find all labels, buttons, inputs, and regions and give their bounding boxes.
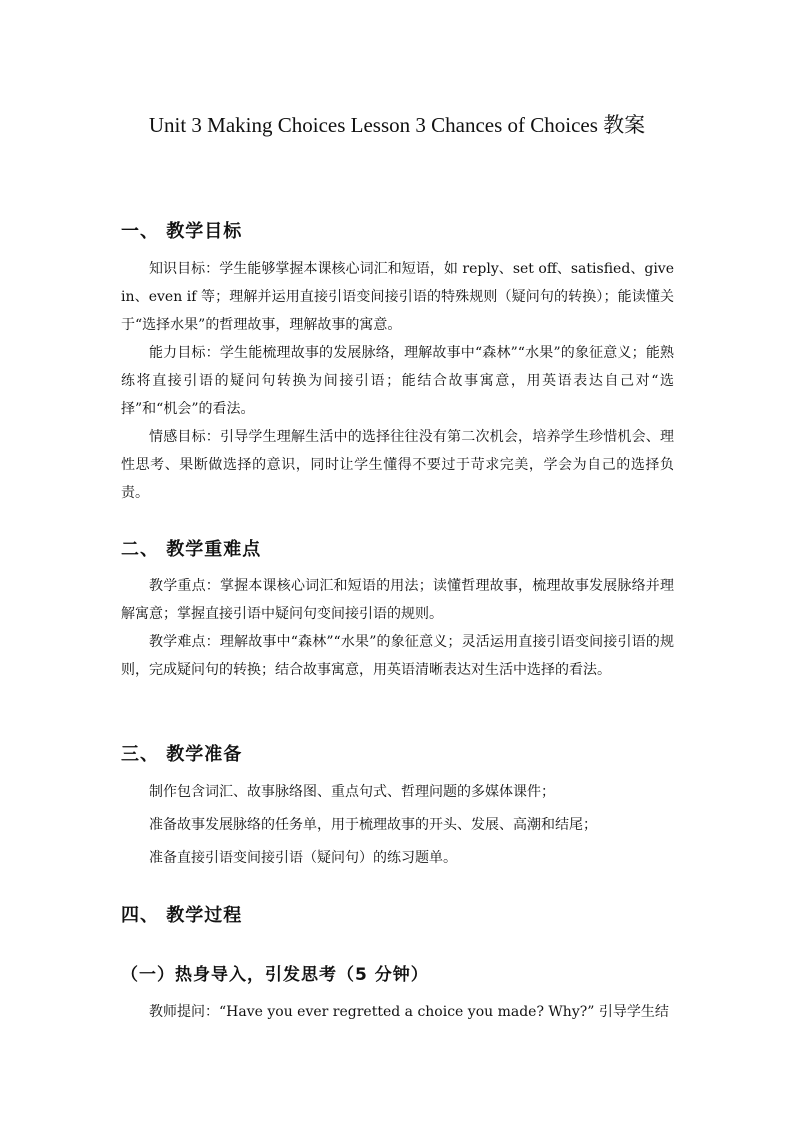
section-heading-objectives: 一、 教学目标 [121, 221, 243, 242]
preparation-line-1: 制作包含词汇、故事脉络图、重点句式、哲理问题的多媒体课件； [149, 784, 555, 800]
paragraph-knowledge-objective: 知识目标：学生能够掌握本课核心词汇和短语，如 reply、set off、satisfied、give in、even if 等；理解并运用直接引语变间接引语的特殊规则（疑问句的转换）；能读懂关于“选择水果”的哲理故事，理解故事的寓意。 [121, 261, 674, 333]
subheading-warm-up: （一）热身导入，引发思考（5 分钟） [121, 965, 429, 985]
paragraph-warm-up: 教师提问：“Have you ever regretted a choice you made? Why?” 引导学生结 [149, 1004, 669, 1020]
preparation-line-3: 准备直接引语变间接引语（疑问句）的练习题单。 [149, 850, 457, 866]
section-heading-process: 四、 教学过程 [121, 905, 243, 926]
section-heading-key-points: 二、 教学重难点 [121, 539, 262, 560]
paragraph-difficult-points: 教学难点：理解故事中“森林”“水果”的象征意义；灵活运用直接引语变间接引语的规则，完成疑问句的转换；结合故事寓意，用英语清晰表达对生活中选择的看法。 [121, 634, 674, 678]
paragraph-ability-objective: 能力目标：学生能梳理故事的发展脉络，理解故事中“森林”“水果”的象征意义；能熟练将直接引语的疑问句转换为间接引语；能结合故事寓意，用英语表达自己对“选择”和“机会”的看法。 [121, 345, 674, 417]
document-title: Unit 3 Making Choices Lesson 3 Chances of Choices 教案 [148, 113, 646, 137]
paragraph-emotion-objective: 情感目标：引导学生理解生活中的选择往往没有第二次机会，培养学生珍惜机会、理性思考、果断做选择的意识，同时让学生懂得不要过于苛求完美，学会为自己的选择负责。 [121, 429, 674, 501]
section-heading-preparation: 三、 教学准备 [121, 744, 243, 765]
preparation-line-2: 准备故事发展脉络的任务单，用于梳理故事的开头、发展、高潮和结尾； [149, 817, 597, 833]
paragraph-key-points: 教学重点：掌握本课核心词汇和短语的用法；读懂哲理故事，梳理故事发展脉络并理解寓意；掌握直接引语中疑问句变间接引语的规则。 [121, 578, 674, 622]
